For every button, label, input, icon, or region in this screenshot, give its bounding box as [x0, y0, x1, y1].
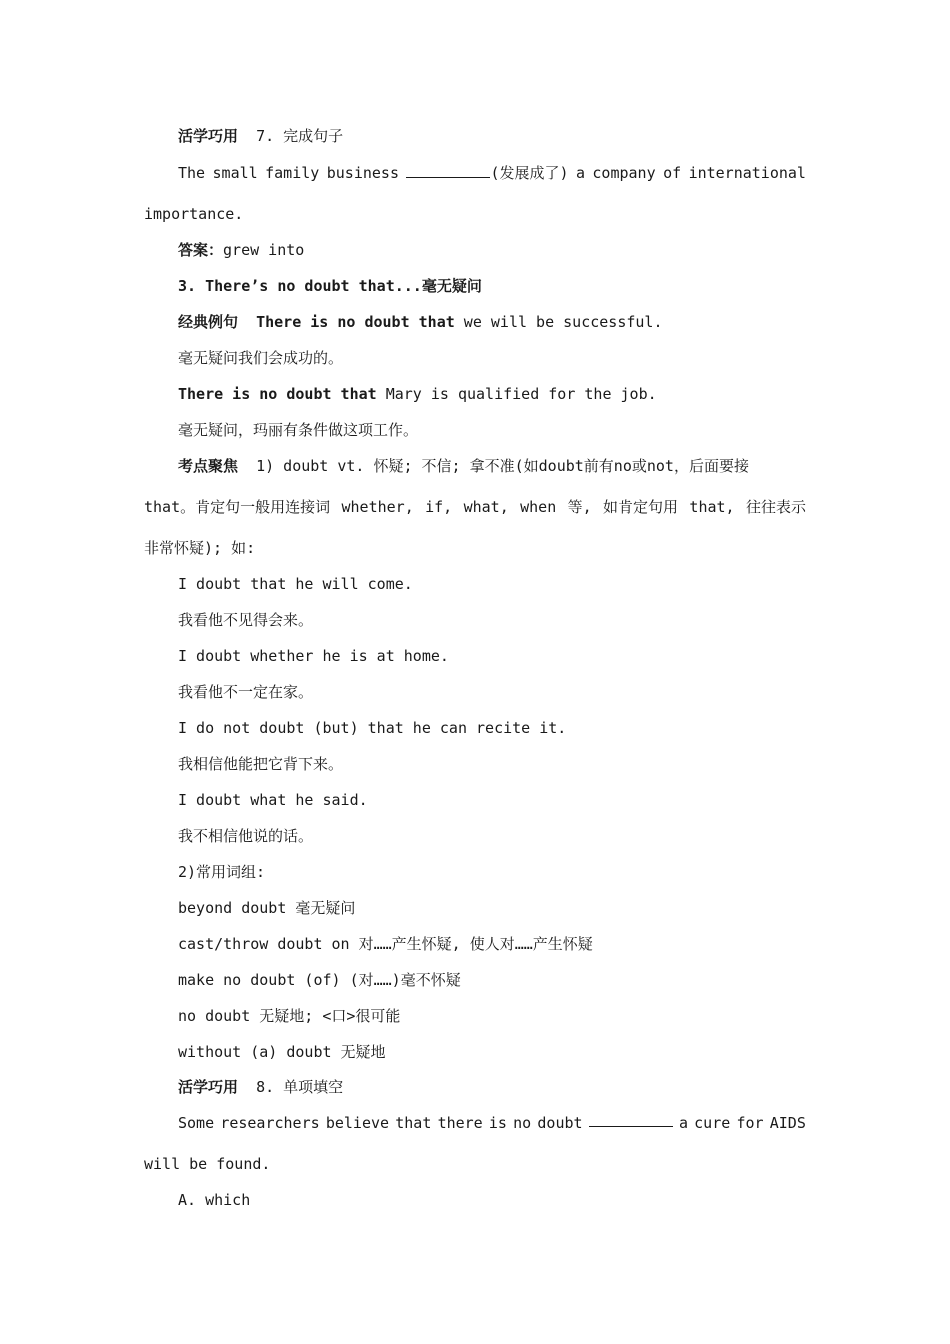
example-1: [178, 311, 662, 333]
usage-translation: 我看他不见得会来。: [178, 611, 314, 629]
question-7-continuation: importance.: [144, 205, 244, 223]
answer-blank: [589, 1112, 673, 1127]
focus-paragraph-line-1: [178, 455, 749, 477]
usage-example: I doubt whether he is at home.: [178, 647, 449, 665]
section-label: 活学巧用: [178, 1078, 239, 1096]
usage-example: I doubt that he will come.: [178, 575, 413, 593]
focus-text: 1) doubt vt. 怀疑; 不信; 拿不准(如doubt前有no或not，后面要接: [238, 457, 749, 475]
word: 等,: [567, 498, 592, 516]
word: 往往表示: [745, 498, 806, 516]
section-heading-practice-8: [178, 1076, 343, 1098]
word: a: [678, 1114, 688, 1132]
word: when: [520, 498, 557, 516]
word: researchers: [220, 1114, 320, 1132]
section-text: 8. 单项填空: [238, 1078, 344, 1096]
word: if,: [425, 498, 453, 516]
word: small: [212, 164, 258, 182]
word: that。肯定句一般用连接词: [144, 498, 331, 516]
word: there: [437, 1114, 483, 1132]
section-heading-practice-7: [178, 125, 343, 147]
word: company: [592, 164, 656, 182]
option-a: A. which: [178, 1191, 251, 1209]
example-text: we will be successful.: [454, 313, 663, 331]
word: family: [265, 164, 320, 182]
question-7-line: [178, 162, 806, 184]
example-1-translation: 毫无疑问我们会成功的。: [178, 349, 344, 367]
focus-paragraph-line-2: [144, 496, 806, 518]
word: a: [575, 164, 585, 182]
hint-text: (发展成了): [490, 164, 569, 182]
word: of: [663, 164, 682, 182]
usage-example: I doubt what he said.: [178, 791, 368, 809]
example-keyphrase: There is no doubt that: [256, 313, 455, 331]
word: business: [326, 164, 399, 182]
phrases-title: 2)常用词组:: [178, 863, 266, 881]
word: for: [736, 1114, 764, 1132]
phrase-item: cast/throw doubt on 对……产生怀疑, 使人对……产生怀疑: [178, 935, 593, 953]
word: 如肯定句用: [603, 498, 679, 516]
word: doubt: [537, 1114, 583, 1132]
word: is: [488, 1114, 507, 1132]
focus-label: 考点聚焦: [178, 457, 239, 475]
usage-translation: 我看他不一定在家。: [178, 683, 314, 701]
phrase-item: make no doubt (of) (对……)毫不怀疑: [178, 971, 461, 989]
answer-blank-with-hint: [406, 162, 568, 184]
phrase-item: beyond doubt 毫无疑问: [178, 899, 356, 917]
word: whether,: [341, 498, 414, 516]
answer-blank: [406, 163, 490, 178]
word: cure: [694, 1114, 731, 1132]
word: that: [395, 1114, 432, 1132]
word: no: [513, 1114, 532, 1132]
focus-paragraph-line-3: 非常怀疑); 如:: [144, 539, 256, 557]
word: international: [688, 164, 806, 182]
section-label: 活学巧用: [178, 127, 239, 145]
section-text: 7. 完成句子: [238, 127, 344, 145]
question-8-line: [178, 1112, 806, 1134]
answer-label: 答案：: [178, 241, 224, 259]
usage-translation: 我相信他能把它背下来。: [178, 755, 344, 773]
answer-text: grew into: [223, 241, 305, 259]
question-8-continuation: will be found.: [144, 1155, 271, 1173]
topic-heading-3: 3. There’s no doubt that...毫无疑问: [178, 277, 482, 295]
word: what,: [463, 498, 509, 516]
example-2: [178, 383, 657, 405]
phrase-item: without (a) doubt 无疑地: [178, 1043, 386, 1061]
word: AIDS: [769, 1114, 806, 1132]
example-label: 经典例句: [178, 313, 239, 331]
phrase-item: no doubt 无疑地; <口>很可能: [178, 1007, 401, 1025]
example-2-translation: 毫无疑问，玛丽有条件做这项工作。: [178, 421, 419, 439]
word: Some: [178, 1114, 215, 1132]
word: believe: [325, 1114, 390, 1132]
usage-translation: 我不相信他说的话。: [178, 827, 314, 845]
answer-7: [178, 239, 304, 261]
usage-example: I do not doubt (but) that he can recite it.: [178, 719, 567, 737]
example-keyphrase: There is no doubt that: [178, 385, 377, 403]
example-text: Mary is qualified for the job.: [376, 385, 657, 403]
word: that,: [689, 498, 735, 516]
word: The: [178, 164, 206, 182]
